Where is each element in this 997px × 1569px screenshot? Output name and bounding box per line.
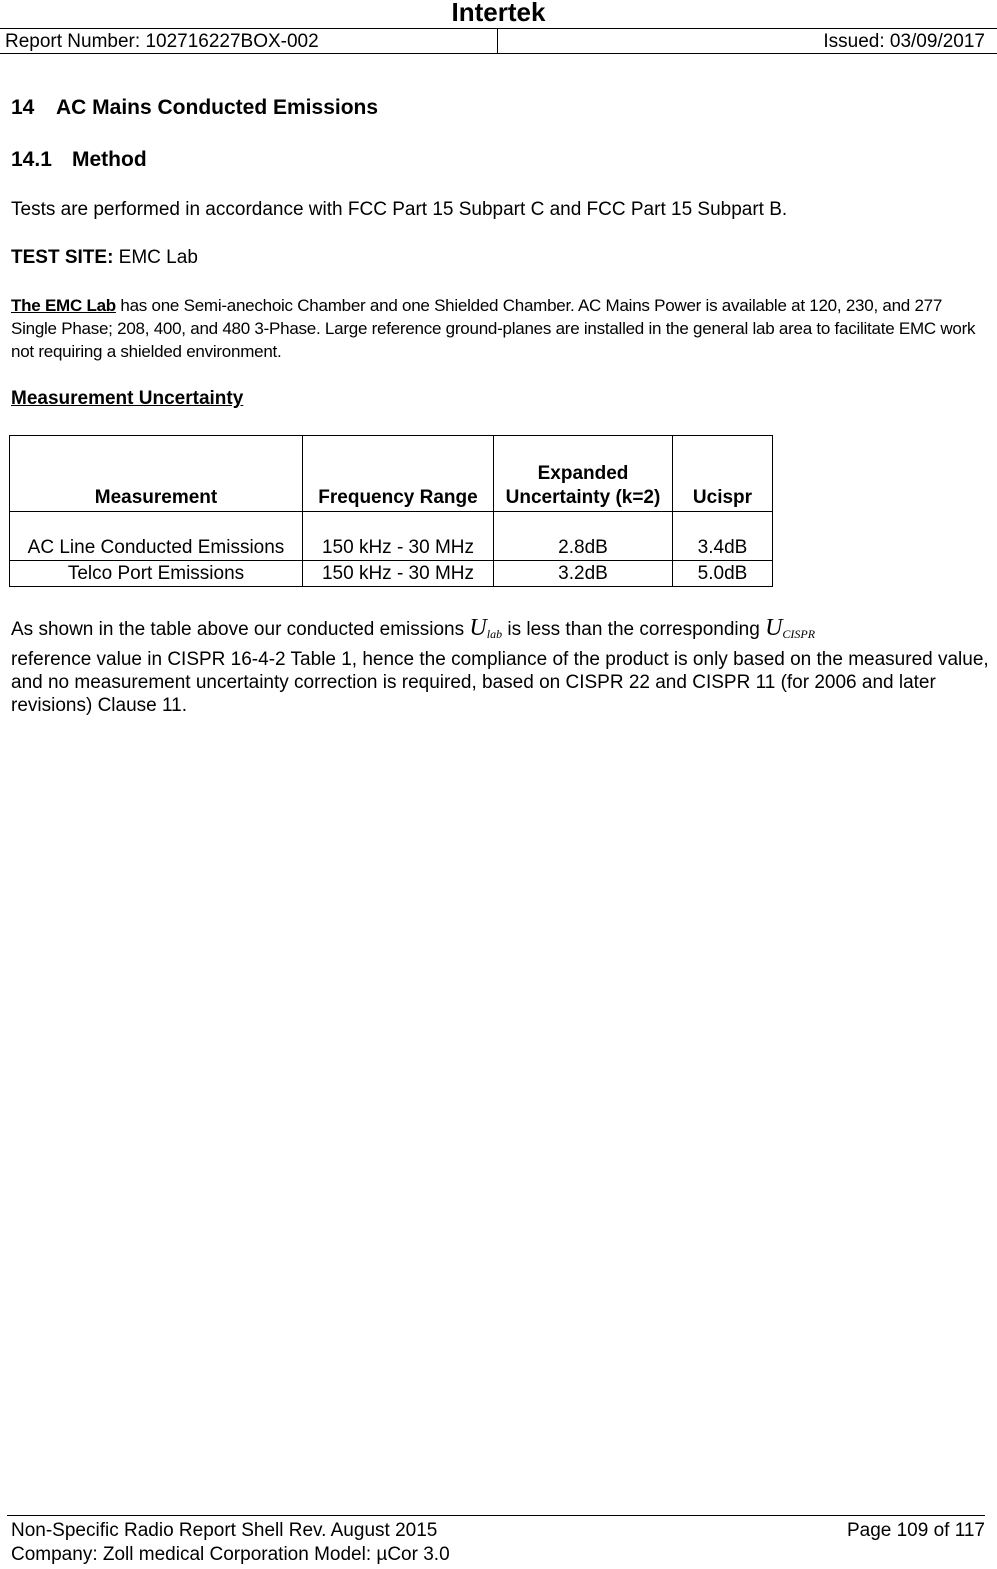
conclusion-text-2: is less than the corresponding	[502, 619, 766, 640]
conclusion-text-3: reference value in CISPR 16-4-2 Table 1, hence the compliance of the product is only based on the measured value, and no measurement uncertainty correction is required, based on CISPR 22 and CISPR 11 (for 2006 and later revisions) Clause 11.	[11, 649, 989, 716]
conclusion-paragraph	[11, 617, 989, 717]
table-cell: 150 kHz - 30 MHz	[303, 561, 494, 587]
table-cell: 2.8dB	[494, 512, 673, 561]
header-divider	[497, 29, 498, 53]
intro-paragraph: Tests are performed in accordance with FCC Part 15 Subpart C and FCC Part 15 Subpart B.	[11, 199, 788, 220]
report-header	[0, 28, 997, 54]
test-site	[11, 246, 198, 269]
lab-description	[11, 294, 986, 363]
section-heading	[11, 96, 378, 120]
uncertainty-table	[9, 435, 773, 587]
conclusion-text-1: As shown in the table above our conducted emissions	[11, 619, 470, 640]
table-cell: 150 kHz - 30 MHz	[303, 512, 494, 561]
column-header-expanded-uncertainty: Expanded Uncertainty (k=2)	[494, 436, 673, 512]
u-cispr-symbol: $U_{CISPR}$	[765, 615, 816, 641]
u-lab-symbol: $U_{lab}$	[469, 615, 503, 641]
report-number: Report Number: 102716227BOX-002	[5, 31, 319, 52]
table-cell: AC Line Conducted Emissions	[10, 512, 303, 561]
footer-page-number: Page 109 of 117	[846, 1520, 985, 1541]
section-title: AC Mains Conducted Emissions	[56, 96, 379, 119]
table-header-row	[10, 436, 773, 512]
table-cell: 3.4dB	[673, 512, 773, 561]
footer-company-info: Company: Zoll medical Corporation Model: µCor 3.0	[11, 1544, 450, 1565]
section-number: 14	[11, 96, 35, 119]
column-header-measurement: Measurement	[10, 436, 303, 512]
company-name: Intertek	[451, 0, 546, 27]
table-cell: 5.0dB	[673, 561, 773, 587]
footer-shell-info: Non-Specific Radio Report Shell Rev. August 2015	[11, 1520, 438, 1541]
table-cell: 3.2dB	[494, 561, 673, 587]
subsection-title: Method	[72, 148, 147, 171]
table-row	[10, 561, 773, 587]
footer-divider	[7, 1515, 985, 1516]
measurement-uncertainty-title: Measurement Uncertainty	[11, 388, 244, 409]
subsection-number: 14.1	[11, 148, 52, 171]
subsection-heading	[11, 148, 147, 172]
issued-date: Issued: 03/09/2017	[823, 31, 985, 52]
column-header-frequency-range: Frequency Range	[303, 436, 494, 512]
lab-name: The EMC Lab	[11, 296, 116, 315]
table-cell: Telco Port Emissions	[10, 561, 303, 587]
test-site-value: EMC Lab	[113, 247, 198, 268]
table-row	[10, 512, 773, 561]
test-site-label: TEST SITE:	[11, 247, 114, 268]
lab-description-text: has one Semi-anechoic Chamber and one Shielded Chamber. AC Mains Power is available at 120, 230, and 277 Single Phase; 208, 400, and 480 3-Phase. Large reference ground-planes are installed in the general lab area to facilitate EMC work not requiring a shielded environment.	[11, 296, 976, 361]
column-header-ucispr: Ucispr	[673, 436, 773, 512]
